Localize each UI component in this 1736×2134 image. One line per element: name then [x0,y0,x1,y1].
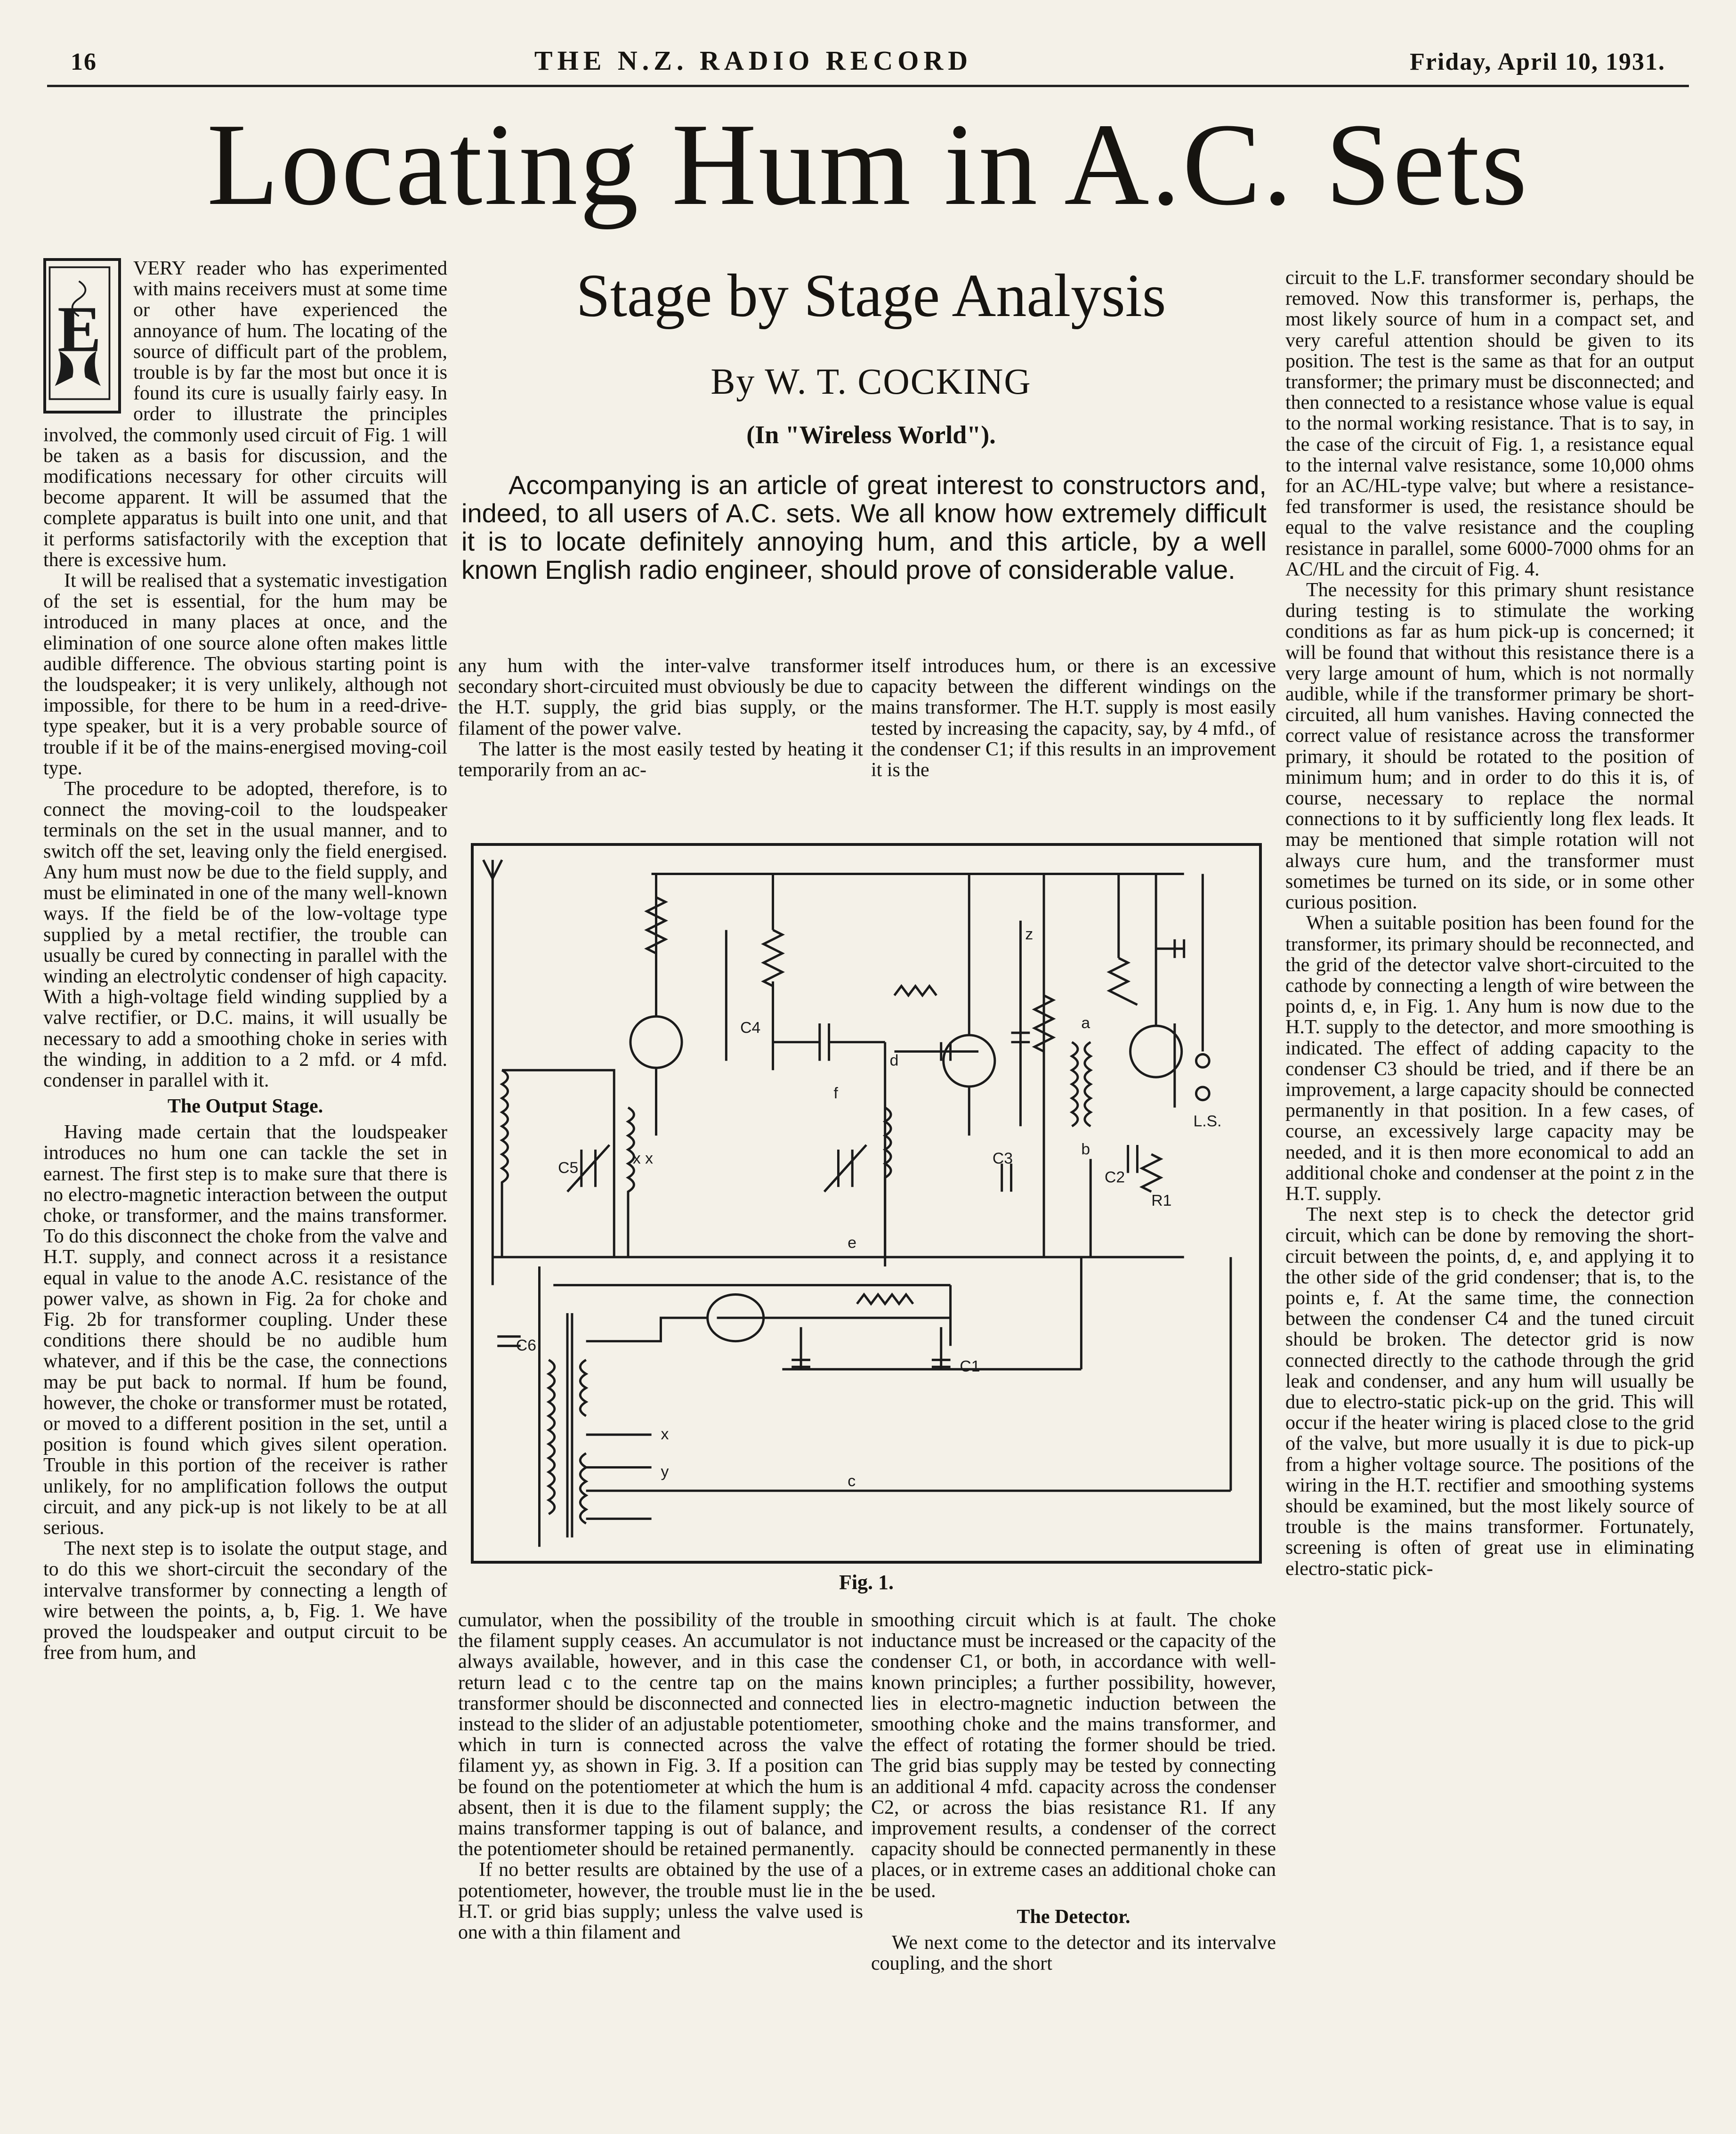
article-column-3-top [871,656,1276,835]
paragraph: The latter is the most easily tested by heating it temporarily from an ac- [458,738,863,781]
label-ls: L.S. [1193,1112,1222,1130]
section-heading: The Detector. [1017,1906,1130,1928]
article-column-3-bottom [871,1610,1276,2081]
label-r1: R1 [1151,1191,1172,1209]
paragraph: The procedure to be adopted, therefore, is to connect the moving-coil to the loudspeaker terminals on the set in the usual manner, and to switch off the set, leaving only the field energised. Any hum must now be due to the field supply, and must be eliminated in one of the many well-known ways. If the field be of the low-voltage type supplied by a metal rectifier, the trouble can usually be cured by connecting in parallel with the winding an electrolytic condenser of high capacity. With a high-voltage field winding supplied by a valve rectifier, or D.C. mains, it will usually be necessary to add a smoothing choke in series with the winding, in addition to a 2 mfd. or 4 mfd. condenser in parallel with it. [43,778,447,1091]
paragraph: Having made certain that the loudspeaker introduces no hum one can tackle the set in earnest. The first step is to make sure that there is no electro-magnetic interaction between the output choke, or transformer, and the mains transformer. To do this disconnect the choke from the valve and H.T. supply, and connect across it a resistance equal in value to the anode A.C. resistance of the power valve, as shown in Fig. 2a for choke and Fig. 2b for transformer coupling. Under these conditions there should be no audible hum whatever, and if this be the case, the connections may be put back to normal. If hum be found, however, the choke or transformer must be rotated, or moved to a different position in the set, until a position is found which gives silent operation. Trouble in this portion of the receiver is rather unlikely, for no amplification follows the output circuit, and any pick-up is not likely to be at all serious. [43,1121,447,1539]
source-credit: (In "Wireless World"). [746,421,996,449]
header-rule [47,85,1689,87]
intro-text: Accompanying is an article of great interest to constructors and, indeed, to all users of A.C. sets. We all know how extremely difficult it is to locate definitely annoying hum, and this article, by a well known English radio engineer, should prove of considerable value. [461,470,1267,584]
byline: By W. T. COCKING [711,361,1032,402]
paragraph: When a suitable position has been found for the transformer, its primary should be reconnected, and the grid of the detector valve short-circuited to the cathode by connecting a length of wire between the points d, e, in Fig. 1. Any hum is now due to the H.T. supply to the detector, and more smoothing is indicated. The effect of adding capacity to the condenser C3 should be tried, and if there be an improvement, a large capacity should be connected permanently in that position. In a few cases, of course, an excessively large capacity may be needed, and it is then more economical to add an additional choke and condenser at the point z in the H.T. supply. [1285,912,1694,1205]
article-column-1 [43,258,447,2071]
label-f: f [833,1084,838,1102]
label-y: y [661,1462,669,1481]
label-c3: C3 [992,1149,1013,1168]
label-c: c [848,1472,856,1490]
masthead: THE N.Z. RADIO RECORD [534,45,973,76]
label-xx: x x [632,1149,654,1168]
paragraph: The necessity for this primary shunt resistance during testing is to stimulate the working conditions as far as hum pick-up is concerned; it will be found that without this resistance there is a very large amount of hum, which is not normally audible, while if the transformer primary be short-circuited, all hum vanishes. Having connected the correct value of resistance across the transformer primary, it should be rotated to the position of minimum hum; and in order to do this it is, of course, necessary to replace the normal connections to it by sufficiently long flex leads. It may be mentioned that simple rotation will not always cure hum, and the transformer must sometimes be turned on its side, or in some other curious position. [1285,579,1694,914]
paragraph: any hum with the inter-valve transformer secondary short-circuited must obviously be due to the H.T. supply, the grid bias supply, or the filament of the power valve. [458,656,863,739]
ornament-icon [46,261,118,411]
label-e: e [848,1233,857,1252]
page-number: 16 [71,49,97,75]
issue-date: Friday, April 10, 1931. [1410,49,1665,75]
label-c4: C4 [740,1018,761,1037]
label-c1: C1 [960,1357,980,1376]
subheadline: Stage by Stage Analysis [576,262,1166,330]
paragraph: VERY reader who has experimented with mains receivers must at some time or other have experienced the annoyance of hum. The locating of the source of difficult part of the problem, trouble is by far the most but once it is found its cure is usually fairly easy. In order to illustrate the principles involved, the commonly used circuit of Fig. 1 will be taken as a basis for discussion, and the modifications necessary for other circuits will become apparent. It will be assumed that the complete apparatus is built into one unit, and that it performs satisfactorily with the exception that there is excessive hum. [43,258,447,571]
paragraph: itself introduces hum, or there is an excessive capacity between the different windings on the mains transformer. The H.T. supply is most easily tested by increasing the capacity, say, by 4 mfd., of the condenser C1; if this results in an improvement it is the [871,656,1276,781]
article-column-2-top [458,656,863,835]
label-c6: C6 [516,1336,536,1355]
paragraph: It will be realised that a systematic investigation of the set is essential, for the hum may be introduced in many places at once, and the elimination of one source alone often makes little audible difference. The obvious starting point is the loudspeaker; it is very unlikely, although not impossible, for there to be hum in a reed-drive-type speaker, but it is a very probable source of trouble if it be of the mains-energised moving-coil type. [43,570,447,779]
label-c2: C2 [1105,1168,1125,1186]
label-a: a [1081,1014,1090,1032]
label-c5: C5 [558,1159,579,1177]
paragraph: cumulator, when the possibility of the trouble in the filament supply ceases. An accumulator is not always available, however, and in this case the return lead c to the centre tap on the mains transformer should be disconnected and connected instead to the slider of an adjustable potentiometer, which in turn is connected across the valve filament yy, as shown in Fig. 3. If a position can be found on the potentiometer at which the hum is absent, then it is due to the filament supply; the mains transformer tapping is out of balance, and the potentiometer should be retained permanently. [458,1610,863,1860]
paragraph: We next come to the detector and its intervalve coupling, and the short [871,1931,1276,1975]
paragraph: smoothing circuit which is at fault. The choke inductance must be increased or the capacity of the condenser C1, or both, in accordance with well-known principles; a further possibility, however, lies in electro-magnetic induction between the smoothing choke and the mains transformer, and the effect of rotating the former should be tried. The grid bias supply may be tested by connecting an additional 4 mfd. capacity across the condenser C2, or across the bias resistance R1. If any improvement results, a condenser of the correct capacity should be connected permanently in these places, or in extreme cases an additional choke can be used. [871,1610,1276,1902]
paragraph: If no better results are obtained by the use of a potentiometer, however, the trouble must lie in the H.T. or grid bias supply; unless the valve used is one with a thin filament and [458,1859,863,1944]
drop-cap-initial [43,258,121,414]
drop-cap-letter: E [57,293,101,366]
running-head [71,45,1665,82]
intro-paragraph [461,471,1267,641]
article-column-4 [1285,268,1694,2071]
label-x: x [661,1425,669,1444]
paragraph: circuit to the L.F. transformer secondary should be removed. Now this transformer is, perhaps, the most likely source of hum in a compact set, and very careful attention should be given to its position. The test is the same as that for an output transformer; the primary must be disconnected; and then connected to a resistance whose value is equal to the normal working resistance. That is to say, in the case of the circuit of Fig. 1, a resistance equal to the internal valve resistance, some 10,000 ohms for an AC/HL-type valve; but where a resistance-fed transformer is used, the resistance should be equal to the valve resistance and the coupling resistance in parallel, some 6000-7000 ohms for an AC/HL and the circuit of Fig. 4. [1285,268,1694,580]
headline: Locating Hum in A.C. Sets [207,99,1529,230]
article-column-2-bottom [458,1610,863,2081]
figure-caption: Fig. 1. [839,1571,894,1594]
label-z: z [1025,925,1034,943]
circuit-diagram [471,843,1262,1564]
label-b: b [1081,1140,1090,1158]
label-d: d [889,1051,899,1070]
paragraph: The next step is to check the detector grid circuit, which can be done by removing the short-circuit between the points, d, e, and applying it to the other side of the grid condenser; that is, to the points e, f. At the same time, the connection between the condenser C4 and the tuned circuit should be broken. The detector grid is now connected directly to the cathode through the grid leak and condenser, and any hum will usually be due to electro-static pick-up on the grid. This will occur if the heater wiring is placed close to the grid of the valve, but more usually it is due to pick-up from a higher voltage source. The positions of the wiring in the H.T. rectifier and smoothing systems should be examined, but the most likely source of trouble is the mains transformer. Fortunately, screening is often of great use in eliminating electro-static pick- [1285,1204,1694,1580]
paragraph: The next step is to isolate the output stage, and to do this we short-circuit the secondary of the intervalve transformer by connecting a length of wire between the points, a, b, Fig. 1. We have proved the loudspeaker and output circuit to be free from hum, and [43,1538,447,1664]
section-heading: The Output Stage. [167,1095,323,1118]
